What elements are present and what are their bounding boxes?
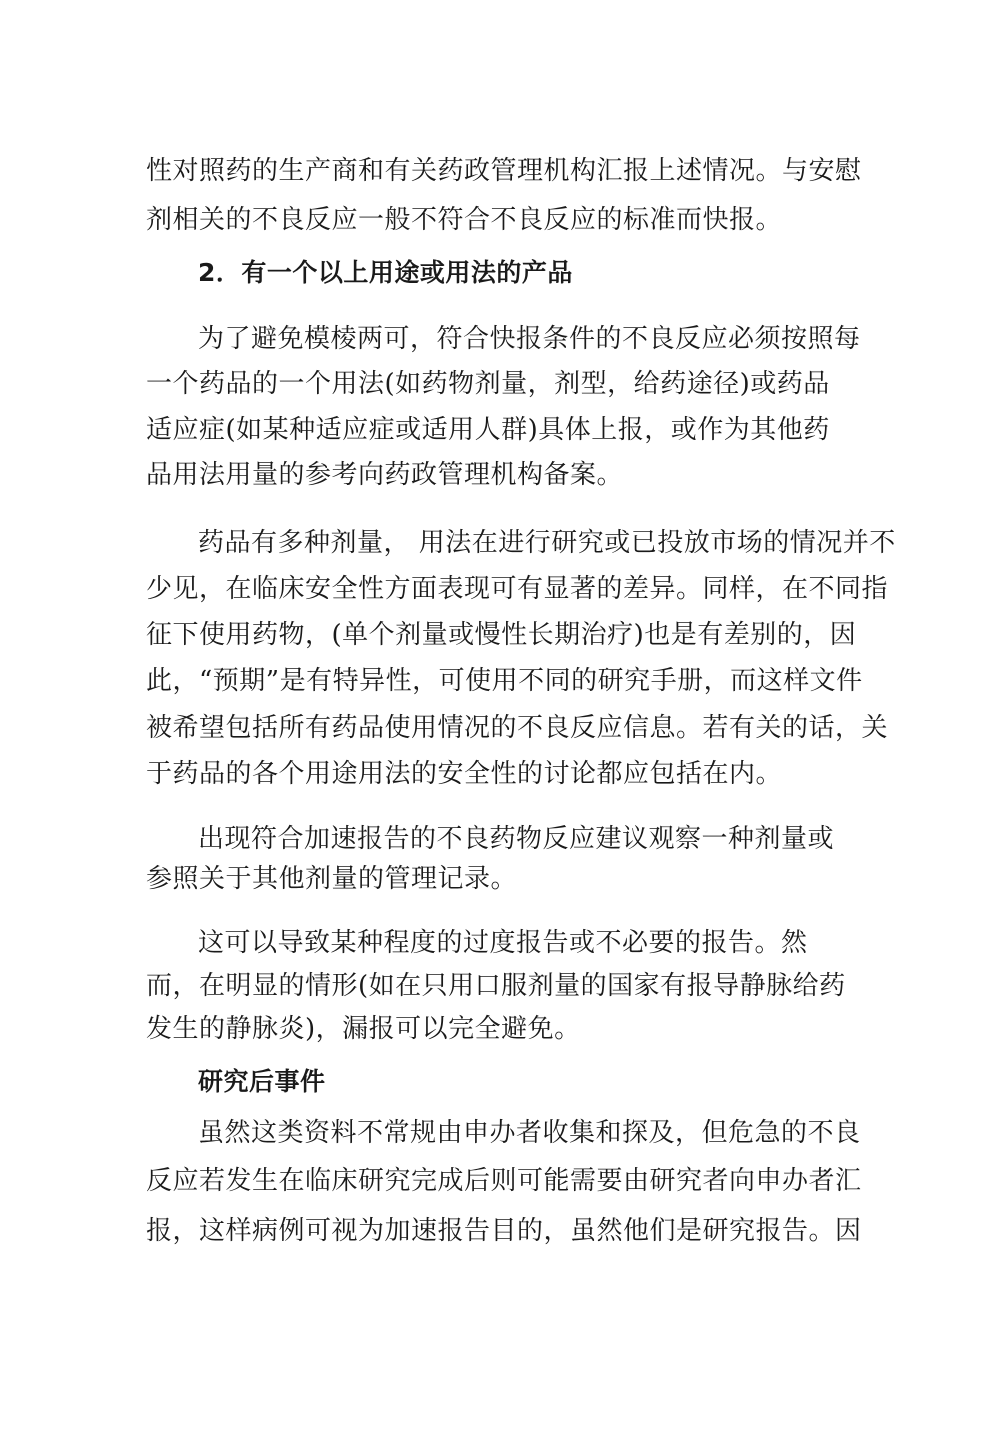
text-line: 于药品的各个用途用法的安全性的讨论都应包括在内。 bbox=[146, 759, 783, 789]
text-line: 反应若发生在临床研究完成后则可能需要由研究者向申办者汇 bbox=[146, 1166, 862, 1196]
text-line: 品用法用量的参考向药政管理机构备案。 bbox=[146, 460, 624, 490]
text-line: 被希望包括所有药品使用情况的不良反应信息。若有关的话，关 bbox=[146, 713, 889, 743]
section-heading-post-study-events: 研究后事件 bbox=[198, 1067, 326, 1096]
text-line: 发生的静脉炎)，漏报可以完全避免。 bbox=[146, 1014, 581, 1044]
text-line: 剂相关的不良反应一般不符合不良反应的标准而快报。 bbox=[146, 205, 783, 235]
text-line: 性对照药的生产商和有关药政管理机构汇报上述情况。与安慰 bbox=[146, 156, 862, 186]
text-line: 为了避免模棱两可，符合快报条件的不良反应必须按照每 bbox=[198, 324, 861, 354]
text-line: 少见，在临床安全性方面表现可有显著的差异。同样，在不同指 bbox=[146, 574, 889, 604]
text-line: 出现符合加速报告的不良药物反应建议观察一种剂量或 bbox=[198, 824, 835, 854]
text-line: 参照关于其他剂量的管理记录。 bbox=[146, 864, 518, 894]
text-line: 一个药品的一个用法(如药物剂量，剂型，给药途径)或药品 bbox=[146, 369, 830, 399]
text-line: 这可以导致某种程度的过度报告或不必要的报告。然 bbox=[198, 928, 808, 958]
text-line: 此，“预期”是有特异性，可使用不同的研究手册，而这样文件 bbox=[146, 666, 863, 696]
text-line: 报，这样病例可视为加速报告目的，虽然他们是研究报告。因 bbox=[146, 1216, 862, 1246]
text-line: 药品有多种剂量， 用法在进行研究或已投放市场的情况并不 bbox=[198, 528, 896, 558]
text-line: 而，在明显的情形(如在只用口服剂量的国家有报导静脉给药 bbox=[146, 971, 846, 1001]
text-line: 适应症(如某种适应症或适用人群)具体上报，或作为其他药 bbox=[146, 415, 830, 445]
text-line: 虽然这类资料不常规由申办者收集和探及，但危急的不良 bbox=[198, 1118, 861, 1148]
section-heading-multi-use-products: 2．有一个以上用途或用法的产品 bbox=[198, 258, 573, 287]
text-line: 征下使用药物，(单个剂量或慢性长期治疗)也是有差别的，因 bbox=[146, 620, 857, 650]
